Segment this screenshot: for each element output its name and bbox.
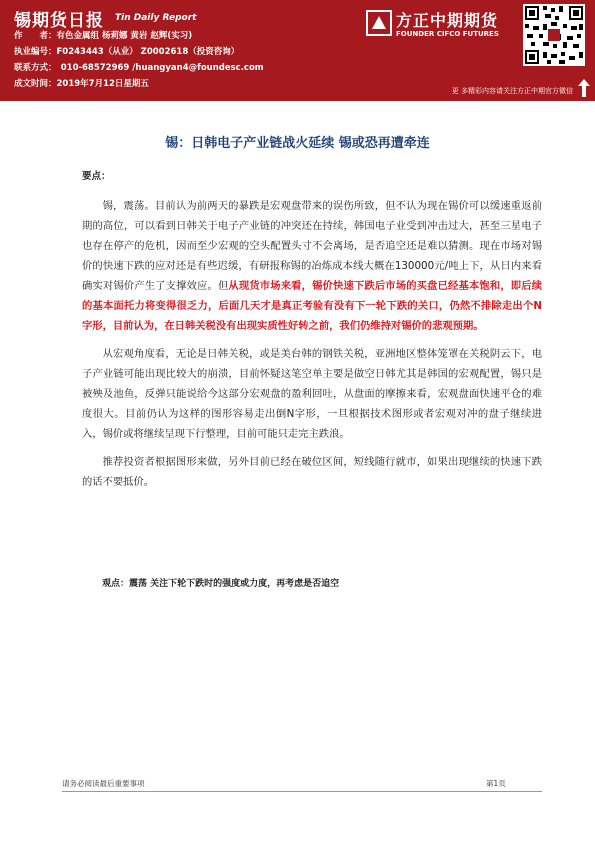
contact-line: 联系方式： 010-68572969 /huangyan4@foundesc.com: [14, 63, 264, 73]
report-brand-en: Tin Daily Report: [115, 13, 197, 23]
founder-logo-icon: [366, 10, 392, 36]
report-body: [82, 196, 542, 500]
paragraph-2: 从宏观角度看，无论是日韩关税，或是美台韩的钢铁关税，亚洲地区整体笼罩在关税阴云下，电子产业链可能出现比较大的崩溃，目前怀疑这笔空单主要是做空日韩尤其是韩国的宏观配置，锡只是被殃及池鱼，反弹只能说给今这部分宏观盘的盈利回吐，从盘面的摩擦来看，宏观盘面快速平仓的难度很大。目前仍认为这样的图形容易走出倒N字形，一旦根据技术图形或者宏观对冲的盘子继续进入，锡价或将继续呈现下行整理，目前可能只走完主跌浪。: [82, 348, 542, 440]
arrow-up-icon: [577, 78, 591, 98]
footer-disclaimer: 请务必阅读最后重要事项: [62, 779, 145, 788]
report-brand: 锡期货日报: [14, 11, 104, 31]
header-divider: [0, 100, 595, 101]
paragraph-1-plain: 锡，震荡。目前认为前两天的暴跌是宏观盘带来的误伤所致，但不认为现在锡价可以缓速重返前期的高位，可以看到日韩关于电子产业链的冲突还在持续，韩国电子业受到冲击过大，甚至三星电子也存在停产的危机，因而至少宏观的空头配置头寸不会离场，是否追空还是难以猜测。现在市场对锡价的快速下跌的应对还是有些迟缓，有研报称锡的冶炼成本线大概在130000元/吨上下，从日内来看确实对锡价产生了支撑效应。但: [82, 200, 542, 292]
key-points-label: 要点：: [82, 171, 111, 182]
logo-chinese-name: 方正中期期货: [396, 11, 499, 30]
company-logo: [366, 6, 516, 46]
qr-code-icon: [523, 4, 585, 66]
report-title: 锡：日韩电子产业链战火延续 锡或恐再遭牵连: [165, 136, 430, 151]
author-line: 作 者：有色金属组 杨莉娜 黄岩 赵辉(实习): [14, 31, 193, 41]
page-number: 第1页: [486, 779, 506, 788]
report-header: [0, 0, 595, 100]
paragraph-1-highlight: 从现货市场来看，锡价快速下跌后市场的买盘已经基本饱和，即后续的基本面托力将变得很乏力，后面几天才是真正考验有没有下一轮下跌的关口，仍然不排除走出个N字形，目前认为，在日韩关税没有出现实质性好转之前，我们仍维持对锡价的悲观预期。: [82, 280, 543, 332]
follow-wechat-text: 更 多精彩内容请关注方正中期官方微信: [451, 87, 573, 95]
paragraph-3: 推荐投资者根据图形来做，另外目前已经在破位区间，短线随行就市，如果出现继续的快速下跌的话不要抵价。: [82, 456, 542, 488]
logo-english-name: FOUNDER CIFCO FUTURES: [396, 30, 499, 38]
footer-divider: [62, 791, 542, 792]
view-summary: 观点：震荡 关注下轮下跌时的强度或力度，再考虑是否追空: [102, 579, 340, 589]
paragraph-1: [82, 196, 542, 336]
date-line: 成文时间：2019年7月12日星期五: [14, 79, 149, 89]
license-line: 执业编号：F0243443（从业） Z0002618（投资咨询）: [14, 47, 240, 57]
